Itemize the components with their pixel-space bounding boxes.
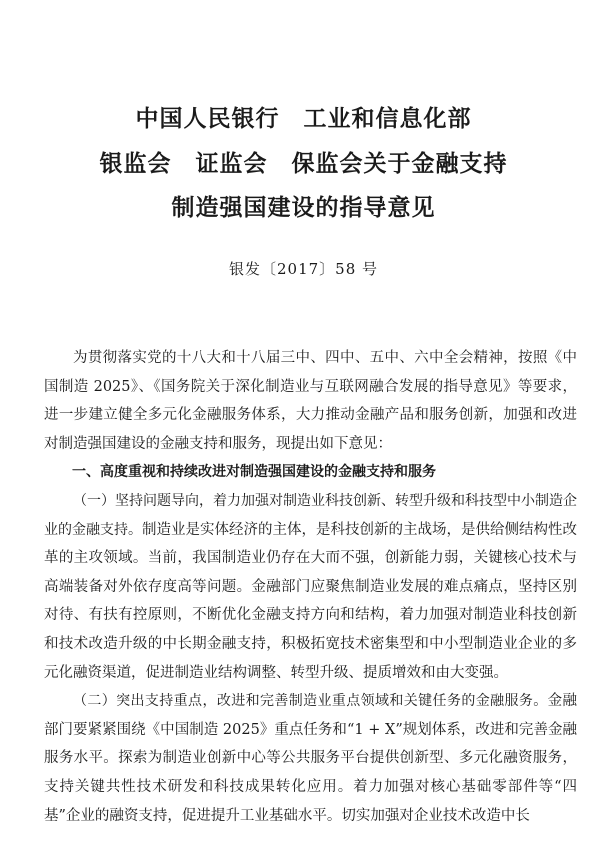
- item-1-paragraph: [44, 487, 577, 687]
- document-title-line-3: 制造强国建设的指导意见: [171, 195, 436, 221]
- item-2-text: 金融部门要紧紧围绕《中国制造 2025》重点任务和“1 + X”规划体系，改进和完善金融服务水平。探索为制造业创新中心等公共服务平台提供创新型、多元化融资服务，支持关键共性技术研发和科技成果转化应用。着力加强对核心基础零部件等“四基”企业的融资支持，促进提升工业基础水平。切实加强对企业技术改造中长: [44, 693, 578, 824]
- section-1-heading: 一、高度重视和持续改进对制造强国建设的金融支持和服务: [72, 464, 436, 481]
- item-2-lead: （二）突出支持重点，改进和完善制造业重点领域和关键任务的金融服务。: [73, 693, 548, 710]
- document-body: [44, 344, 577, 830]
- item-1-text: 制造业是实体经济的主体，是科技创新的主战场，是供给侧结构性改革的主攻领域。当前，我国制造业仍存在大而不强，创新能力弱，关键核心技术与高端装备对外依存度高等问题。金融部门应聚焦制造业发展的难点痛点，坚持区别对待、有扶有控原则，不断优化金融支持方向和结构，着力加强对制造业科技创新和技术改造升级的中长期金融支持，积极拓宽技术密集型和中小型制造业企业的多元化融资渠道，促进制造业结构调整、转型升级、提质增效和由大变强。: [44, 521, 577, 681]
- intro-paragraph: 为贯彻落实党的十八大和十八届三中、四中、五中、六中全会精神，按照《中国制造 2025》、《国务院关于深化制造业与互联网融合发展的指导意见》等要求，进一步建立健全多元化金融服务体系，大力推动金融产品和服务创新，加强和改进对制造强国建设的金融支持和服务，现提出如下意见：: [44, 350, 577, 452]
- item-2-paragraph: [44, 687, 577, 830]
- document-title-line-2: 银监会 证监会 保监会关于金融支持: [99, 151, 508, 177]
- document-title-line-1: 中国人民银行 工业和信息化部: [135, 106, 472, 132]
- document-number: 银发〔2017〕58 号: [228, 260, 379, 278]
- item-1-lead: （一）坚持问题导向，着力加强对制造业科技创新、转型升级和科技型中小制造企业的金融支持。: [44, 492, 577, 538]
